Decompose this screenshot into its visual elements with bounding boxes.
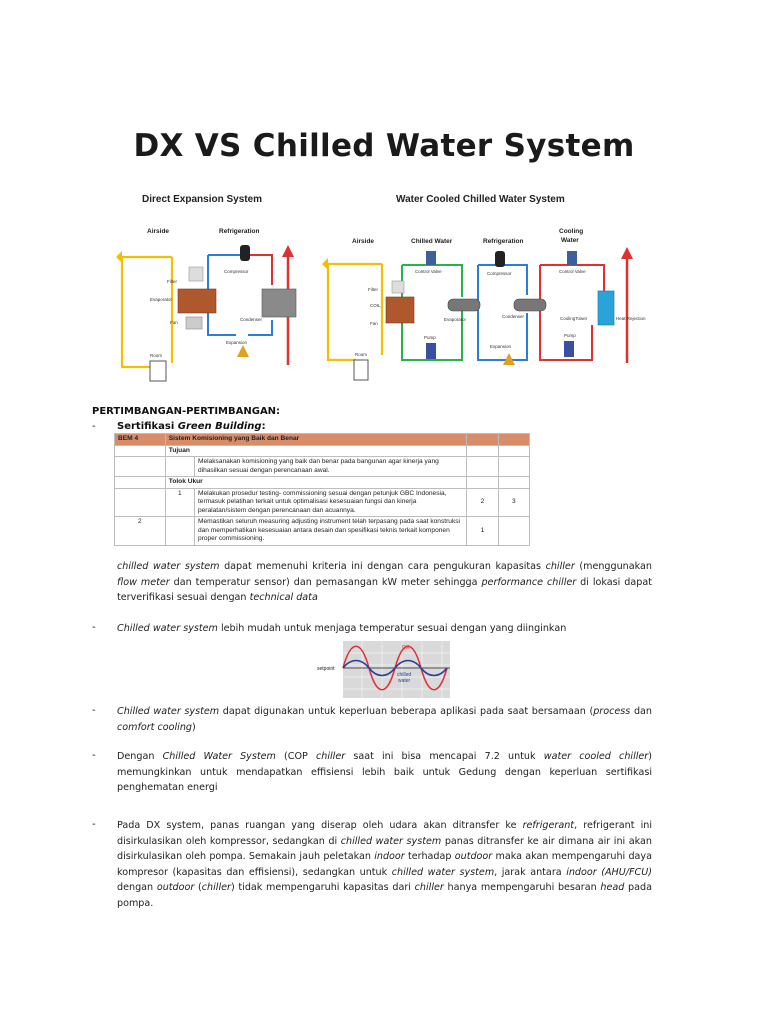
cw-fan-label: Fan — [370, 321, 378, 326]
dx-fan-label: Fan — [170, 320, 178, 325]
cw-air-loop — [328, 264, 382, 360]
cw-valve-icon-2 — [567, 251, 577, 265]
bullet-5: - — [92, 819, 96, 830]
table-row-1-no: 1 — [165, 488, 194, 517]
cw-cooling-2: Water — [561, 237, 579, 244]
cw-cooling-1: Cooling — [559, 228, 584, 235]
cw-control-valve-1: Control Valve — [415, 269, 442, 274]
table-row-1-p2: 3 — [498, 488, 529, 517]
section-heading: PERTIMBANGAN-PERTIMBANGAN: — [92, 406, 281, 417]
wave-chilled-label-2: water — [398, 678, 411, 684]
cw-cooling-tower-label: CoolingTower — [560, 316, 588, 321]
paragraph-3: Chilled water system dapat digunakan untuk keperluan beberapa aplikasi pada saat bersamaan (process dan comfort cooling) — [117, 706, 652, 733]
cw-compressor-label: Compressor — [487, 271, 512, 276]
paragraph-4: Dengan Chilled Water System (COP chiller saat ini bisa mencapai 7.2 untuk water cooled chiller) memungkinkan untuk mendapatkan effisiensi lebih baik untuk Gedung dengan keperluan sertifikasi penghematan energi — [117, 751, 652, 793]
dx-diagram — [112, 185, 312, 385]
cw-condenser-icon — [514, 299, 546, 311]
table-row-2-no: 2 — [115, 517, 166, 546]
dx-air-loop — [122, 257, 172, 367]
cw-blue-loop-2 — [478, 265, 527, 295]
cw-title: Water Cooled Chilled Water System — [396, 194, 565, 205]
dx-ref-blue-3 — [248, 320, 272, 335]
cw-expansion-label: Expansion — [490, 344, 512, 349]
bullet-3: - — [92, 705, 96, 716]
cw-room-icon — [354, 360, 368, 380]
cw-compressor-icon — [495, 251, 505, 267]
table-row-2-text: Memastikan seluruh measuring adjusting instrument telah terpasang pada saat konstruksi dan memperhatikan kesesuaian antara desain dan spesifikasi teknis terkait komponen proper commissioning. — [194, 517, 466, 546]
dx-expansion-label: Expansion — [226, 340, 248, 345]
table-name: Sistem Komisioning yang Baik dan Benar — [165, 434, 467, 446]
dx-refrigeration: Refrigeration — [219, 228, 260, 235]
dx-filter-label: Filter — [167, 279, 177, 284]
cert-emph: Green Building — [177, 421, 262, 432]
wave-dx-label: DX — [402, 645, 410, 651]
cw-cooling-tower-icon — [598, 291, 614, 325]
cw-heat-arrow — [621, 247, 633, 259]
table-row-1-text: Melakukan prosedur testing- commissioning sesuai dengan petunjuk GBC Indonesia, termasuk pelatihan terkait untuk optimalisasi kesesuaian fungsi dan kinerja peralatan/sistem dengan perencanaan dan acuannya. — [194, 488, 466, 517]
table-header-row — [115, 434, 530, 446]
table-tolok-label: Tolok Ukur — [165, 477, 467, 489]
table-header-blank-1 — [467, 434, 498, 446]
table-tujuan-label: Tujuan — [165, 445, 467, 457]
cw-refrigeration: Refrigeration — [483, 238, 524, 245]
dx-title: Direct Expansion System — [142, 194, 263, 205]
dx-condenser-icon — [262, 289, 296, 317]
dx-compressor-icon — [240, 245, 250, 261]
cw-filter-icon — [392, 281, 404, 293]
dx-ref-red — [250, 255, 272, 285]
cw-coil-icon — [386, 297, 414, 323]
dx-condenser-label: Condenser — [240, 317, 263, 322]
table-row-1-p1: 2 — [467, 488, 498, 517]
cw-evaporator-label: Evaporator — [444, 317, 467, 322]
cert-prefix: Sertifikasi — [117, 421, 178, 432]
page-title: DX VS Chilled Water System — [133, 128, 635, 164]
table-row — [115, 517, 530, 546]
table-tujuan-text: Melaksanakan komisioning yang baik dan benar pada bangunan agar kinerja yang dihasilkan sesuai dengan perencanaan awal. — [194, 457, 466, 477]
table-header-blank-2 — [498, 434, 529, 446]
table-row — [115, 477, 530, 489]
cw-filter-label: Filter — [368, 287, 378, 292]
bullet-2: - — [92, 622, 96, 633]
bullet-1: - — [92, 421, 96, 432]
cw-pump-2-label: Pump — [564, 333, 576, 338]
cw-pump-icon-1 — [426, 343, 436, 359]
cert-suffix: : — [261, 421, 266, 432]
cw-valve-icon-1 — [426, 251, 436, 265]
dx-compressor-label: Compressor — [224, 269, 249, 274]
wave-setpoint-label: setpoint — [317, 666, 335, 672]
cert-title — [117, 421, 266, 432]
cw-pump-1-label: Pump — [424, 335, 436, 340]
paragraph-5: Pada DX system, panas ruangan yang diserap oleh udara akan ditransfer ke refrigerant, refrigerant ini disirkulasikan oleh kompressor, sedangkan di chilled water system panas ditransfer ke air dimana air ini akan disirkulasikan oleh pompa. Semakain jauh peletakan indoor terhadap outdoor maka akan mempengaruhi daya kompresor (kapasitas dan effisiensi), sedangkan untuk chilled water system, jarak antara indoor (AHU/FCU) dengan outdoor (chiller) tidak mempengaruhi kapasitas dari chiller hanya mempengaruhi besaran head pada pompa. — [117, 820, 652, 909]
table-row — [115, 457, 530, 477]
dx-expansion-icon — [237, 345, 249, 357]
cw-heat-rejection-label: Heat Rejection — [616, 316, 646, 321]
cw-air-arrow — [322, 258, 328, 270]
table-row — [115, 488, 530, 517]
table-code: BEM 4 — [115, 434, 166, 446]
dx-evaporator-label: Evaporator — [150, 297, 173, 302]
cw-airside: Airside — [352, 238, 375, 245]
table-row-2-p2 — [498, 517, 529, 546]
cw-control-valve-2: Control Valve — [559, 269, 586, 274]
cw-chilled-water: Chilled Water — [411, 238, 453, 245]
temperature-wave-chart — [317, 641, 450, 698]
dx-evaporator-icon — [178, 289, 216, 313]
dx-room-icon — [150, 361, 166, 381]
bullet-4: - — [92, 750, 96, 761]
cw-diagram — [322, 185, 658, 385]
cw-coil-label: COIL — [370, 303, 381, 308]
dx-room-label: Room — [150, 353, 163, 358]
table-row-2-p1: 1 — [467, 517, 498, 546]
cw-room-label: Room — [355, 352, 368, 357]
table-row — [115, 445, 530, 457]
cw-evaporator-icon — [448, 299, 480, 311]
dx-heat-arrow — [282, 245, 294, 257]
dx-filter-icon — [189, 267, 203, 281]
cw-pump-icon-2 — [564, 341, 574, 357]
table-cell-blank — [115, 445, 166, 457]
dx-air-arrow — [116, 251, 122, 263]
paragraph-2: Chilled water system lebih mudah untuk menjaga temperatur sesuai dengan yang diinginkan — [117, 623, 567, 634]
dx-airside: Airside — [147, 228, 170, 235]
paragraph-1: chilled water system dapat memenuhi kriteria ini dengan cara pengukuran kapasitas chiller (menggunakan flow meter dan temperatur sensor) dan pemasangan kW meter sehingga performance chiller di lokasi dapat terverifikasi sesuai dengan technical data — [117, 561, 652, 603]
bem-table — [114, 433, 530, 546]
dx-fan-icon — [186, 317, 202, 329]
cw-condenser-label: Condenser — [502, 314, 525, 319]
wave-chilled-label-1: chilled — [397, 672, 412, 678]
